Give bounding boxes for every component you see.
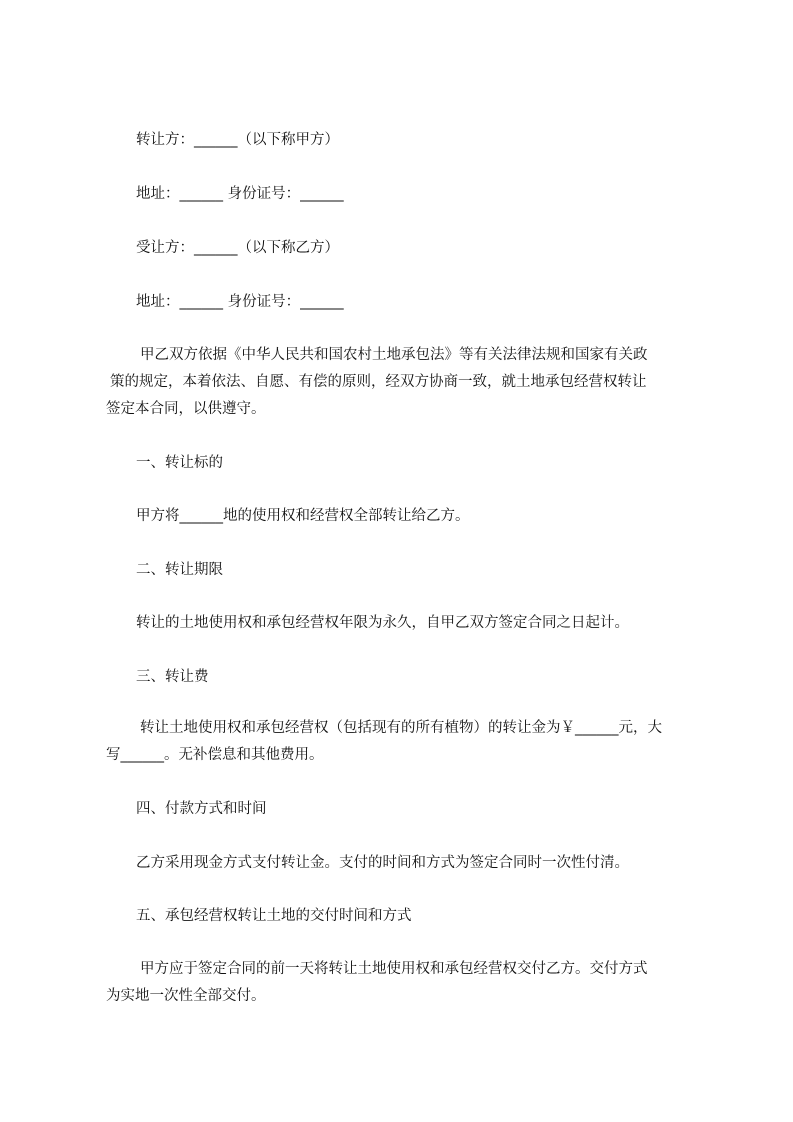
- transferor-line: 转让方：______（以下称甲方）: [136, 132, 339, 148]
- preamble-line-1: 甲乙双方依据《中华人民共和国农村土地承包法》等有关法律法规和国家有关政: [140, 347, 648, 363]
- section-heading-2: 二、转让期限: [136, 562, 223, 578]
- section-heading-1: 一、转让标的: [136, 455, 223, 471]
- transferor-address-line: 地址：______ 身份证号：______: [136, 186, 344, 202]
- section-text-3-line-1: 转让土地使用权和承包经营权（包括现有的所有植物）的转让金为￥______元，大: [140, 720, 662, 736]
- transferee-line: 受让方：______（以下称乙方）: [136, 240, 339, 256]
- preamble-line-2: 策的规定，本着依法、自愿、有偿的原则，经双方协商一致，就土地承包经营权转让: [110, 374, 647, 390]
- section-text-4: 乙方采用现金方式支付转让金。支付的时间和方式为签定合同时一次性付清。: [136, 855, 629, 871]
- section-text-5-line-2: 为实地一次性全部交付。: [106, 988, 266, 1004]
- section-text-2: 转让的土地使用权和承包经营权年限为永久，自甲乙双方签定合同之日起计。: [136, 615, 629, 631]
- section-heading-3: 三、转让费: [136, 669, 209, 685]
- section-text-3-line-2: 写______。无补偿息和其他费用。: [106, 747, 324, 763]
- section-heading-5: 五、承包经营权转让土地的交付时间和方式: [136, 908, 412, 924]
- transferee-address-line: 地址：______ 身份证号：______: [136, 294, 344, 310]
- section-text-1: 甲方将______地的使用权和经营权全部转让给乙方。: [136, 508, 470, 524]
- section-heading-4: 四、付款方式和时间: [136, 801, 267, 817]
- section-text-5-line-1: 甲方应于签定合同的前一天将转让土地使用权和承包经营权交付乙方。交付方式: [140, 961, 648, 977]
- preamble-line-3: 签定本合同，以供遵守。: [106, 401, 266, 417]
